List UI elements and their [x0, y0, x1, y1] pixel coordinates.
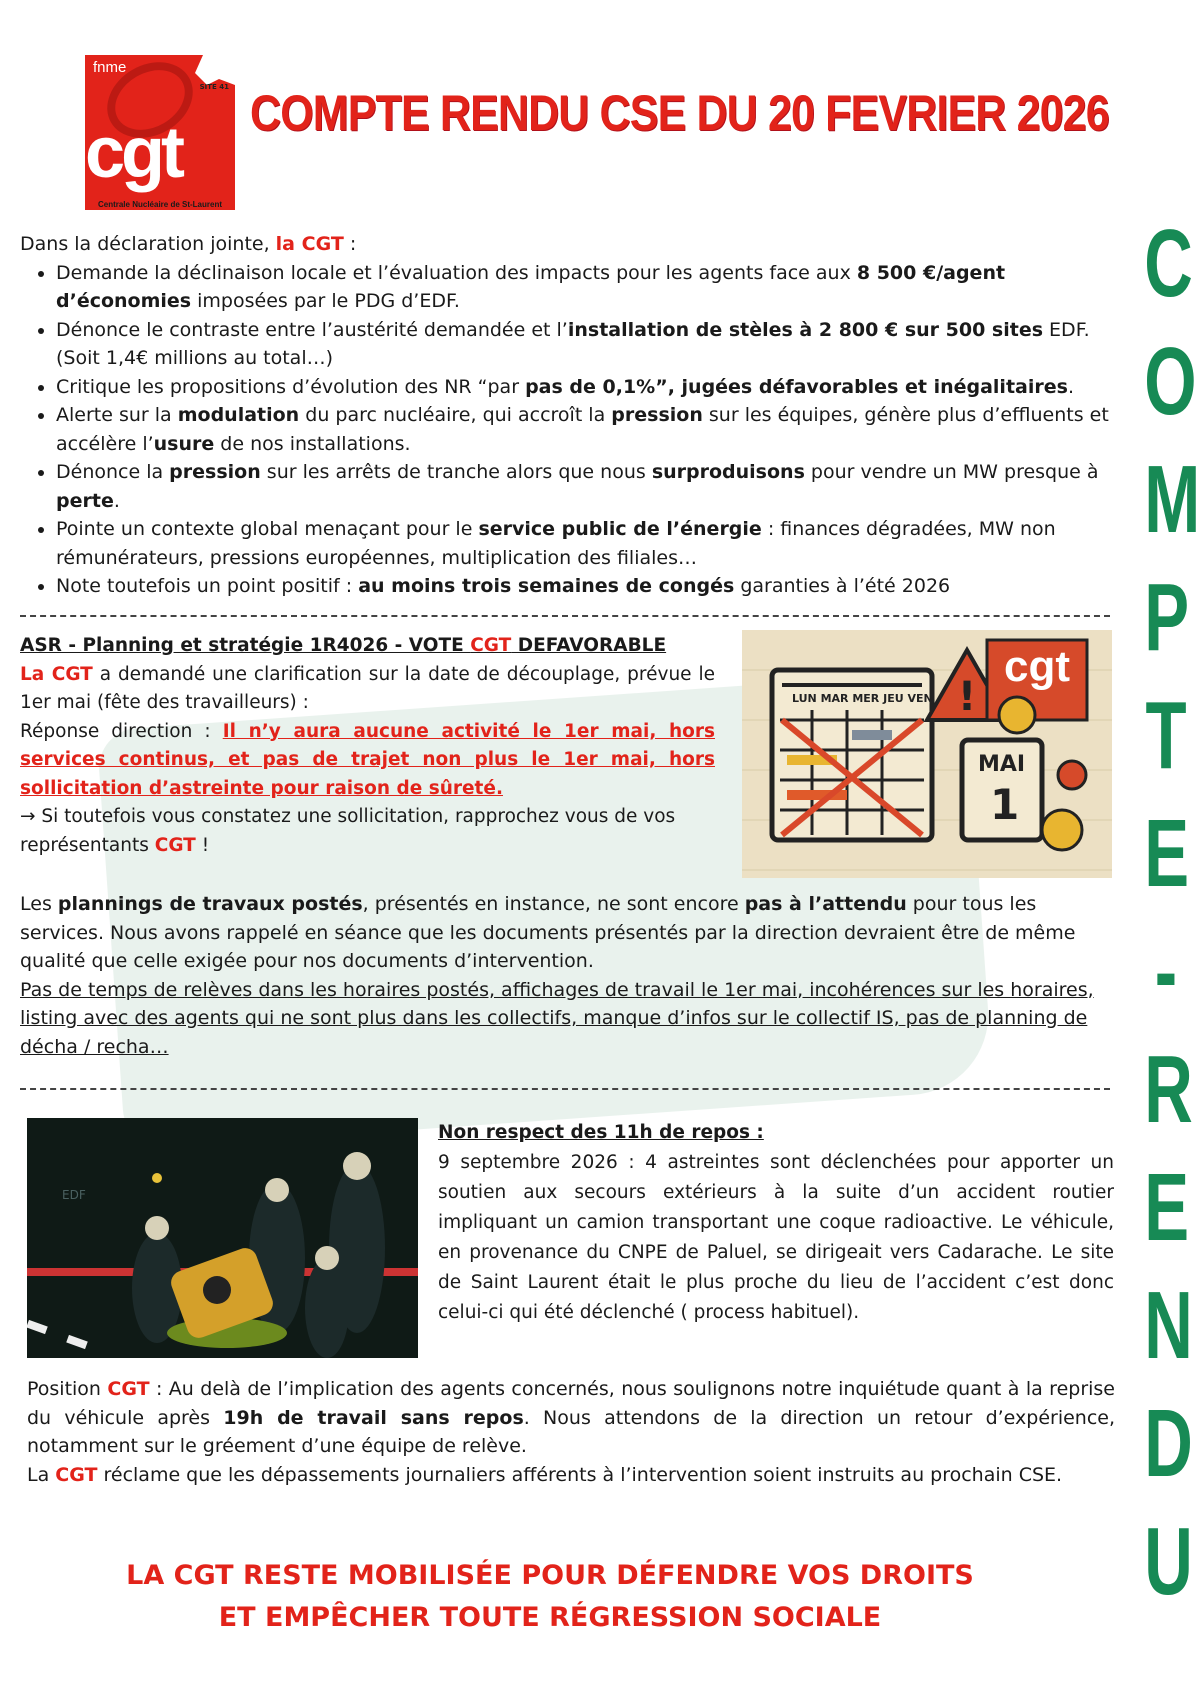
footer-line: LA CGT RESTE MOBILISÉE POUR DÉFENDRE VOS DROITS	[126, 1560, 974, 1591]
calendar-day-label: 1	[990, 780, 1020, 829]
intro-list	[20, 259, 1130, 601]
text-run: CGT	[107, 1378, 150, 1400]
logo-fnme: fnme	[93, 59, 127, 76]
asr-section	[20, 632, 715, 860]
calendar-days-label: LUN MAR MER JEU VEN	[792, 692, 933, 705]
list-item	[56, 458, 1130, 515]
page-title: COMPTE RENDU CSE DU 20 FEVRIER 2026	[250, 85, 1109, 141]
text-run: → Si toutefois vous constatez une sollicitation, rapprochez vous de vos représentants	[20, 806, 676, 856]
logo-caption: Centrale Nucléaire de St-Laurent	[97, 200, 223, 209]
asr-note	[20, 803, 715, 860]
text-run: Demande la déclinaison locale et l’évaluation des impacts pour les agents face aux	[56, 261, 857, 284]
text-run: CGT	[55, 1463, 98, 1486]
position-paragraph	[27, 1375, 1115, 1461]
banner-letter: D	[1144, 1390, 1193, 1497]
text-run: Réponse direction :	[20, 720, 223, 742]
calendar-illustration	[742, 630, 1112, 878]
text-run: plannings de travaux postés	[57, 893, 363, 915]
calendar-month-label: MAI	[978, 752, 1026, 777]
text-run: a demandé une clarification sur la date de découplage, prévue le 1er mai (fête des travailleurs) :	[20, 663, 715, 713]
text-run: Non respect des 11h de repos :	[438, 1122, 764, 1143]
text-run: 8 500 €/agent d’économies	[56, 261, 1006, 312]
banner-letter: P	[1144, 564, 1190, 671]
text-run: de nos installations.	[214, 432, 411, 455]
text: Dans la déclaration jointe,	[20, 233, 276, 255]
text-run: imposées par le PDG d’EDF.	[191, 290, 460, 312]
text-run: pour tous les services. Nous avons rappelé en séance que les documents présentés par la direction devraient être de même qualité que celle exigée pour nos documents d’intervention.	[20, 893, 1076, 972]
vertical-banner	[1135, 210, 1200, 1634]
text-run: EDF. (Soit 1,4€ millions au total…)	[56, 318, 1090, 369]
banner-letter: M	[1144, 446, 1200, 553]
banner-letter: E	[1144, 800, 1190, 907]
text-run: 19h de travail sans repos	[223, 1406, 524, 1429]
list-item	[56, 401, 1130, 458]
text-run: Alerte sur la	[56, 404, 178, 426]
text-run: Pointe un contexte global menaçant pour le	[56, 518, 479, 540]
footer-slogan	[0, 1555, 1100, 1639]
text-run: pression	[169, 461, 261, 483]
repos-heading	[438, 1118, 1114, 1148]
text-run: perte	[56, 489, 114, 512]
text-run: DEFAVORABLE	[511, 635, 667, 656]
text-run: La	[27, 1463, 56, 1486]
night-intervention-illustration	[27, 1118, 418, 1358]
repos-section	[438, 1118, 1114, 1328]
list-item	[56, 572, 1130, 601]
text-run: pression	[611, 404, 703, 426]
cgt-highlight: la CGT	[275, 233, 344, 255]
logo-map	[195, 55, 235, 85]
text-run: service public de l’énergie	[478, 518, 762, 540]
plannings-section	[20, 890, 1115, 1061]
text-run: CGT	[470, 635, 512, 656]
text-run: !	[195, 834, 210, 856]
text-run: .	[113, 489, 120, 512]
night-scene-graphic	[27, 1118, 418, 1358]
edf-label: EDF	[62, 1188, 86, 1202]
text-run: ASR - Planning et stratégie 1R4026 - VOTE	[20, 635, 471, 656]
intro-lead	[20, 230, 1130, 259]
text-run: .	[1067, 375, 1074, 398]
logo-site: SITE 41	[199, 83, 229, 91]
text-run: installation de stèles à 2 800 € sur 500 sites	[567, 318, 1044, 341]
text-run: Il n’y aura aucune activité le 1er mai, hors services continus, et pas de trajet non plus le 1er mai, hors sollicitation d’astreinte pour raison de sûreté.	[20, 720, 715, 799]
text-run: Dénonce le contraste entre l’austérité demandée et l’	[56, 318, 568, 341]
text: :	[343, 233, 357, 255]
repos-body: 9 septembre 2026 : 4 astreintes sont déclenchées pour apporter un soutien aux secours extérieurs à la suite d’un accident routier impliquant un camion transportant une coque radioactive. Le véhicule, en provenance du CNPE de Paluel, se dirigeait vers Cadarache. Le site de Saint Laurent était le plus proche du lieu de l’accident c’est donc celui-ci qui été déclenché ( process habituel).	[438, 1152, 1114, 1323]
cgt-logo	[85, 55, 235, 210]
text-run: surproduisons	[651, 461, 805, 483]
asr-paragraph	[20, 661, 715, 718]
banner-letter: O	[1144, 328, 1197, 435]
text-run: CGT	[154, 834, 196, 856]
asr-heading	[20, 632, 715, 661]
banner-letter: C	[1144, 210, 1193, 317]
asr-response	[20, 718, 715, 804]
divider	[20, 615, 1110, 617]
text-run: réclame que les dépassements journaliers afférents à l’intervention soient instruits au prochain CSE.	[97, 1463, 1063, 1486]
text-run: Position	[27, 1378, 108, 1400]
text-run: La CGT	[20, 663, 93, 685]
logo-cgt: cgt	[85, 113, 181, 193]
list-item	[56, 515, 1130, 572]
banner-letter: -	[1154, 918, 1178, 1025]
text-run: garanties à l’été 2026	[734, 575, 951, 597]
banner-letter: E	[1144, 1154, 1190, 1261]
text-run: . Nous attendons de la direction un retour d’expérience, notamment sur le gréement d’une équipe de relève.	[27, 1406, 1116, 1457]
text-run: Les	[20, 893, 58, 915]
banner-letter: T	[1145, 682, 1187, 789]
text-run: , présentés en instance, ne sont encore	[362, 893, 745, 915]
footer-line: ET EMPÊCHER TOUTE RÉGRESSION SOCIALE	[218, 1602, 882, 1633]
text-run: pour vendre un MW presque à	[804, 461, 1099, 483]
svg-text:!: !	[957, 674, 977, 720]
list-item	[56, 316, 1130, 373]
text-run: modulation	[177, 404, 300, 426]
list-item	[56, 259, 1130, 316]
intro-section	[20, 230, 1130, 601]
list-item	[56, 373, 1130, 402]
banner-letter: U	[1144, 1508, 1193, 1615]
text-run: Dénonce la	[56, 461, 170, 483]
text-run: pas de 0,1%”, jugées défavorables et inégalitaires	[525, 375, 1068, 398]
text-run: du parc nucléaire, qui accroît la	[299, 404, 612, 426]
position-section	[27, 1375, 1115, 1489]
text-run: sur les équipes, génère plus d’effluents et accélère l’	[56, 404, 1109, 455]
position-demand	[27, 1461, 1115, 1490]
cgt-badge: cgt	[1004, 642, 1070, 691]
text-run: Critique les propositions d’évolution des NR “par	[56, 375, 526, 398]
text-run: : Au delà de l’implication des agents concernés, nous soulignons notre inquiétude quant à la reprise du véhicule après	[27, 1378, 1115, 1429]
plannings-paragraph	[20, 890, 1115, 976]
banner-letter: R	[1144, 1036, 1193, 1143]
divider	[20, 1088, 1110, 1090]
plannings-issues: Pas de temps de relèves dans les horaires postés, affichages de travail le 1er mai, incohérences sur les horaires, listing avec des agents qui ne sont plus dans les collectifs, manque d’infos sur le collectif IS, pas de planning de décha / recha…	[20, 978, 1094, 1058]
text-run: usure	[153, 432, 215, 455]
banner-letter: N	[1144, 1272, 1193, 1379]
text-run: : finances dégradées, MW non rémunérateurs, pressions européennes, multiplication des filiales…	[56, 518, 1056, 569]
text-run: pas à l’attendu	[744, 893, 907, 915]
text-run: Note toutefois un point positif :	[56, 575, 359, 597]
text-run: au moins trois semaines de congés	[358, 575, 735, 597]
text-run: sur les arrêts de tranche alors que nous	[260, 461, 652, 483]
